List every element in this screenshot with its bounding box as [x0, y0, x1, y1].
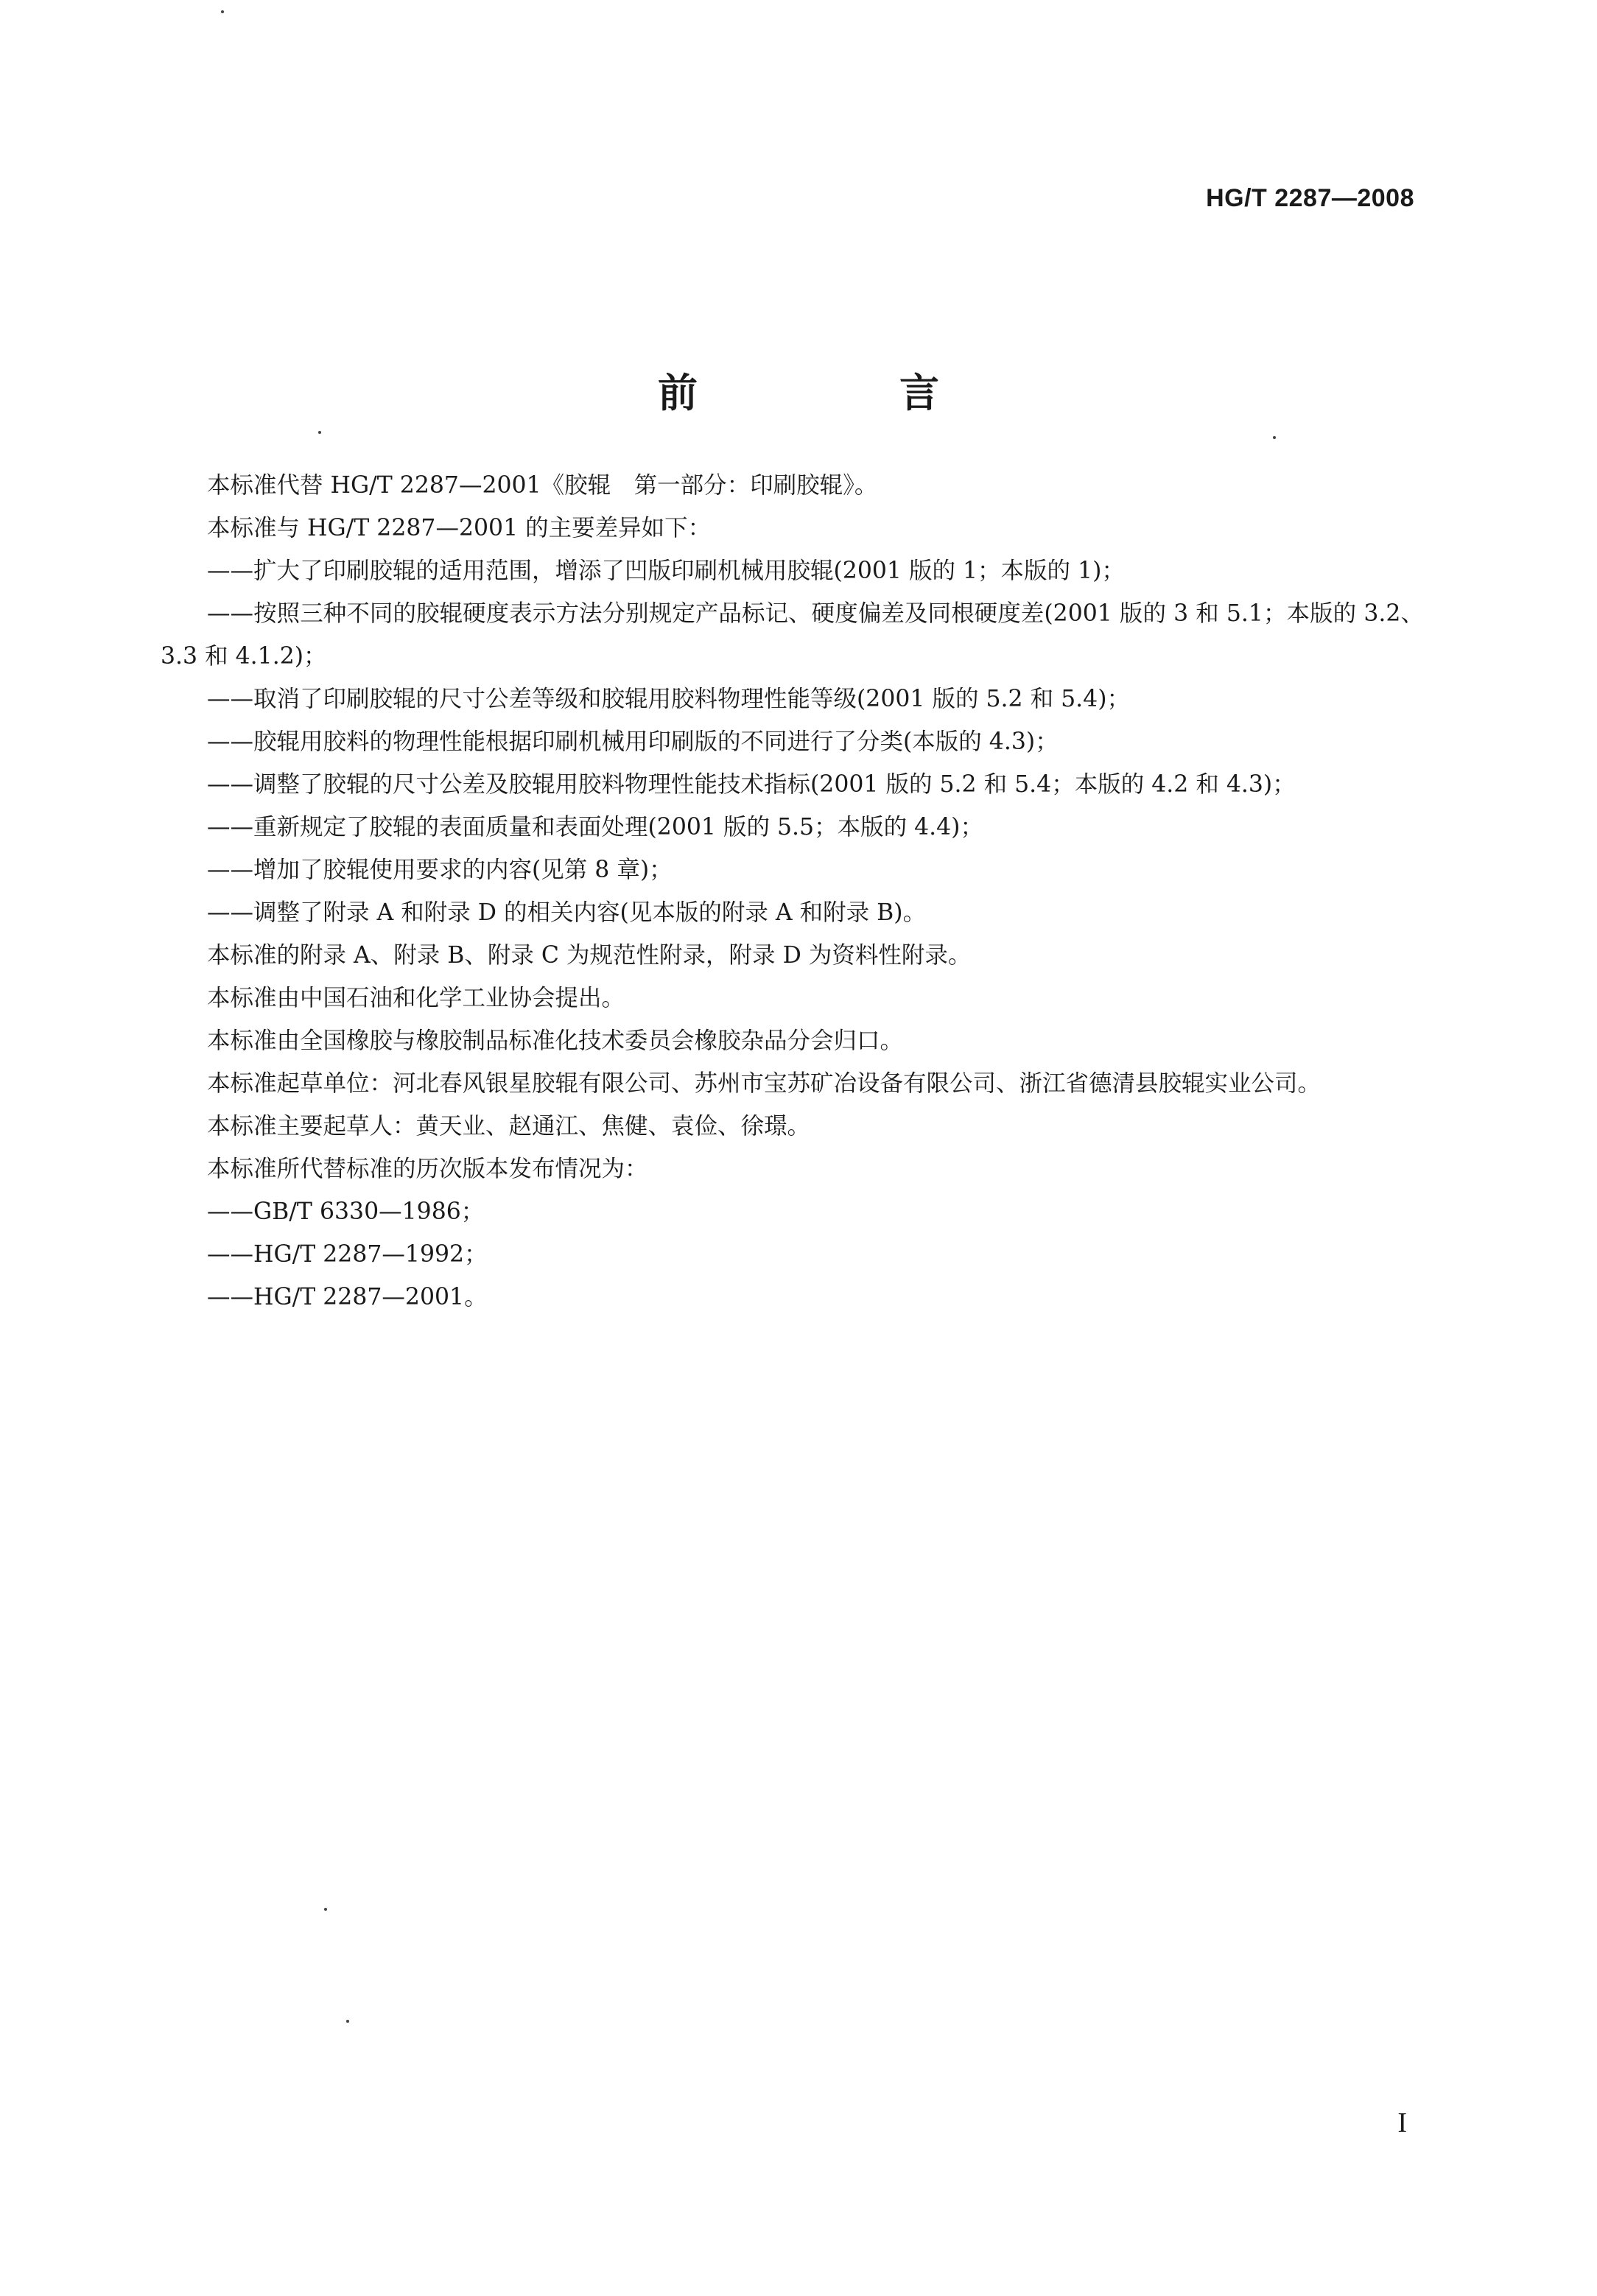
paragraph: 本标准起草单位：河北春风银星胶辊有限公司、苏州市宝苏矿冶设备有限公司、浙江省德清县胶辊实业公司。 [207, 1070, 1322, 1097]
paragraph: 本标准所代替标准的历次版本发布情况为： [207, 1156, 648, 1182]
paragraph: 本标准主要起草人：黄天业、赵通江、焦健、袁俭、徐璟。 [207, 1113, 811, 1140]
scan-speck [221, 10, 224, 13]
list-item: ——按照三种不同的胶辊硬度表示方法分别规定产品标记、硬度偏差及同根硬度差(2001 版的 3 和 5.1；本版的 3.2、3.3 和 4.1.2)； [161, 600, 1424, 670]
standard-code: HG/T 2287—2008 [1206, 184, 1414, 212]
list-item: ——调整了附录 A 和附录 D 的相关内容(见本版的附录 A 和附录 B)。 [207, 899, 927, 926]
list-item: ——重新规定了胶辊的表面质量和表面处理(2001 版的 5.5；本版的 4.4)； [207, 814, 983, 840]
list-item: ——扩大了印刷胶辊的适用范围，增添了凹版印刷机械用胶辊(2001 版的 1；本版的 1)； [207, 558, 1125, 584]
scan-speck [346, 2020, 349, 2023]
paragraph: 本标准由全国橡胶与橡胶制品标准化技术委员会橡胶杂品分会归口。 [207, 1028, 904, 1054]
scan-speck [318, 431, 321, 434]
paragraph: 本标准的附录 A、附录 B、附录 C 为规范性附录，附录 D 为资料性附录。 [207, 942, 972, 969]
page-title: 前 言 [658, 369, 1020, 417]
paragraph: 本标准代替 HG/T 2287—2001《胶辊 第一部分：印刷胶辊》。 [207, 472, 878, 499]
list-item: ——增加了胶辊使用要求的内容(见第 8 章)； [207, 857, 673, 883]
list-item: ——调整了胶辊的尺寸公差及胶辊用胶料物理性能技术指标(2001 版的 5.2 和 5.4；本版的 4.2 和 4.3)； [207, 771, 1296, 798]
list-item: ——胶辊用胶料的物理性能根据印刷机械用印刷版的不同进行了分类(本版的 4.3)； [207, 729, 1059, 755]
page-number: I [1397, 2107, 1407, 2138]
scan-speck [324, 1908, 327, 1911]
list-item: ——HG/T 2287—1992； [207, 1241, 488, 1268]
list-item: ——GB/T 6330—1986； [207, 1198, 485, 1225]
foreword-body [161, 464, 1424, 1319]
paragraph: 本标准与 HG/T 2287—2001 的主要差异如下： [207, 515, 712, 541]
paragraph: 本标准由中国石油和化学工业协会提出。 [207, 985, 625, 1011]
list-item: ——HG/T 2287—2001。 [207, 1284, 488, 1310]
list-item: ——取消了印刷胶辊的尺寸公差等级和胶辊用胶料物理性能等级(2001 版的 5.2 和 5.4)； [207, 686, 1130, 712]
scan-speck [1273, 436, 1276, 439]
